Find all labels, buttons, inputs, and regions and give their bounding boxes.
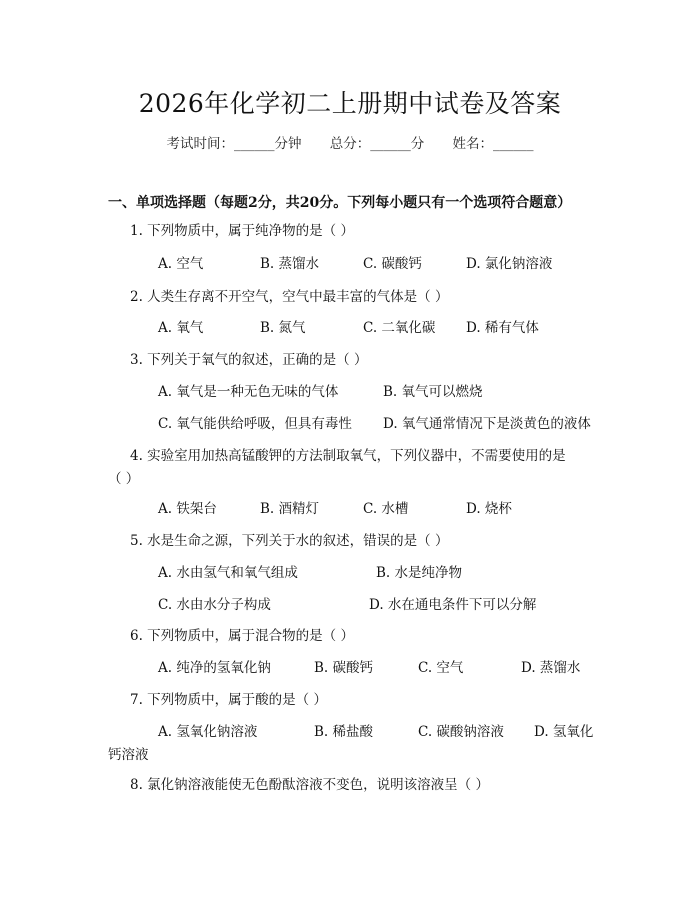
option-a: A. 纯净的氢氧化钠 — [158, 660, 271, 676]
question-4-stem-continued: （ ） — [108, 471, 140, 487]
question-stem: 6. 下列物质中，属于混合物的是（ ） — [130, 628, 354, 644]
option-d: D. 氧气通常情况下是淡黄色的液体 — [383, 416, 591, 432]
option-b: B. 氧气可以燃烧 — [383, 384, 483, 400]
question-3 — [108, 350, 608, 370]
option-d: D. 水在通电条件下可以分解 — [369, 597, 537, 613]
question-stem: 2. 人类生存离不开空气，空气中最丰富的气体是（ ） — [130, 289, 449, 305]
option-c: C. 水由水分子构成 — [158, 597, 271, 613]
option-c: C. 空气 — [418, 660, 464, 676]
section-heading: 一、单项选择题（每题2分，共20分。下列每小题只有一个选项符合题意） — [108, 195, 572, 211]
exam-time: 考试时间：______分钟 — [166, 136, 302, 152]
exam-meta — [0, 132, 700, 152]
question-stem: 7. 下列物质中，属于酸的是（ ） — [130, 692, 327, 708]
question-5 — [108, 531, 608, 551]
question-stem: 8. 氯化钠溶液能使无色酚酞溶液不变色，说明该溶液呈（ ） — [130, 777, 489, 793]
question-stem: 5. 水是生命之源，下列关于水的叙述，错误的是（ ） — [130, 533, 449, 549]
option-c: C. 二氧化碳 — [363, 320, 436, 336]
option-a: A. 空气 — [158, 256, 204, 272]
question-7 — [108, 690, 608, 710]
option-b: B. 氮气 — [260, 320, 306, 336]
question-6 — [108, 626, 608, 646]
question-2 — [108, 287, 608, 307]
option-a: A. 氧气是一种无色无味的气体 — [158, 384, 339, 400]
page-title: 2026年化学初二上册期中试卷及答案 — [138, 89, 562, 118]
option-b: B. 碳酸钙 — [314, 660, 374, 676]
option-c: C. 氧气能供给呼吸，但具有毒性 — [158, 416, 352, 432]
option-d: D. 稀有气体 — [466, 320, 539, 336]
question-1 — [108, 221, 608, 241]
question-stem: 1. 下列物质中，属于纯净物的是（ ） — [130, 223, 354, 239]
option-a: A. 氧气 — [158, 320, 204, 336]
question-8 — [108, 775, 608, 795]
option-b: B. 水是纯净物 — [376, 565, 463, 581]
question-stem: 3. 下列关于氧气的叙述，正确的是（ ） — [130, 352, 368, 368]
option-d: D. 蒸馏水 — [521, 660, 581, 676]
option-c: C. 水槽 — [363, 501, 409, 517]
question-stem: 4. 实验室用加热高锰酸钾的方法制取氧气，下列仪器中，不需要使用的是 — [130, 448, 566, 464]
question-7-option-d-continued: 钙溶液 — [108, 747, 149, 763]
option-c: C. 碳酸钠溶液 — [418, 724, 504, 740]
option-b: B. 稀盐酸 — [314, 724, 374, 740]
option-b: B. 酒精灯 — [260, 501, 320, 517]
option-d: D. 氢氧化 — [534, 724, 594, 740]
option-d: D. 烧杯 — [466, 501, 512, 517]
option-c: C. 碳酸钙 — [363, 256, 422, 272]
option-a: A. 氢氧化钠溶液 — [158, 724, 258, 740]
question-4 — [108, 446, 608, 466]
option-a: A. 水由氢气和氧气组成 — [158, 565, 298, 581]
option-a: A. 铁架台 — [158, 501, 217, 517]
option-d: D. 氯化钠溶液 — [466, 256, 553, 272]
exam-score: 总分：______分 — [329, 136, 425, 152]
option-b: B. 蒸馏水 — [260, 256, 320, 272]
student-name: 姓名：______ — [452, 136, 534, 152]
